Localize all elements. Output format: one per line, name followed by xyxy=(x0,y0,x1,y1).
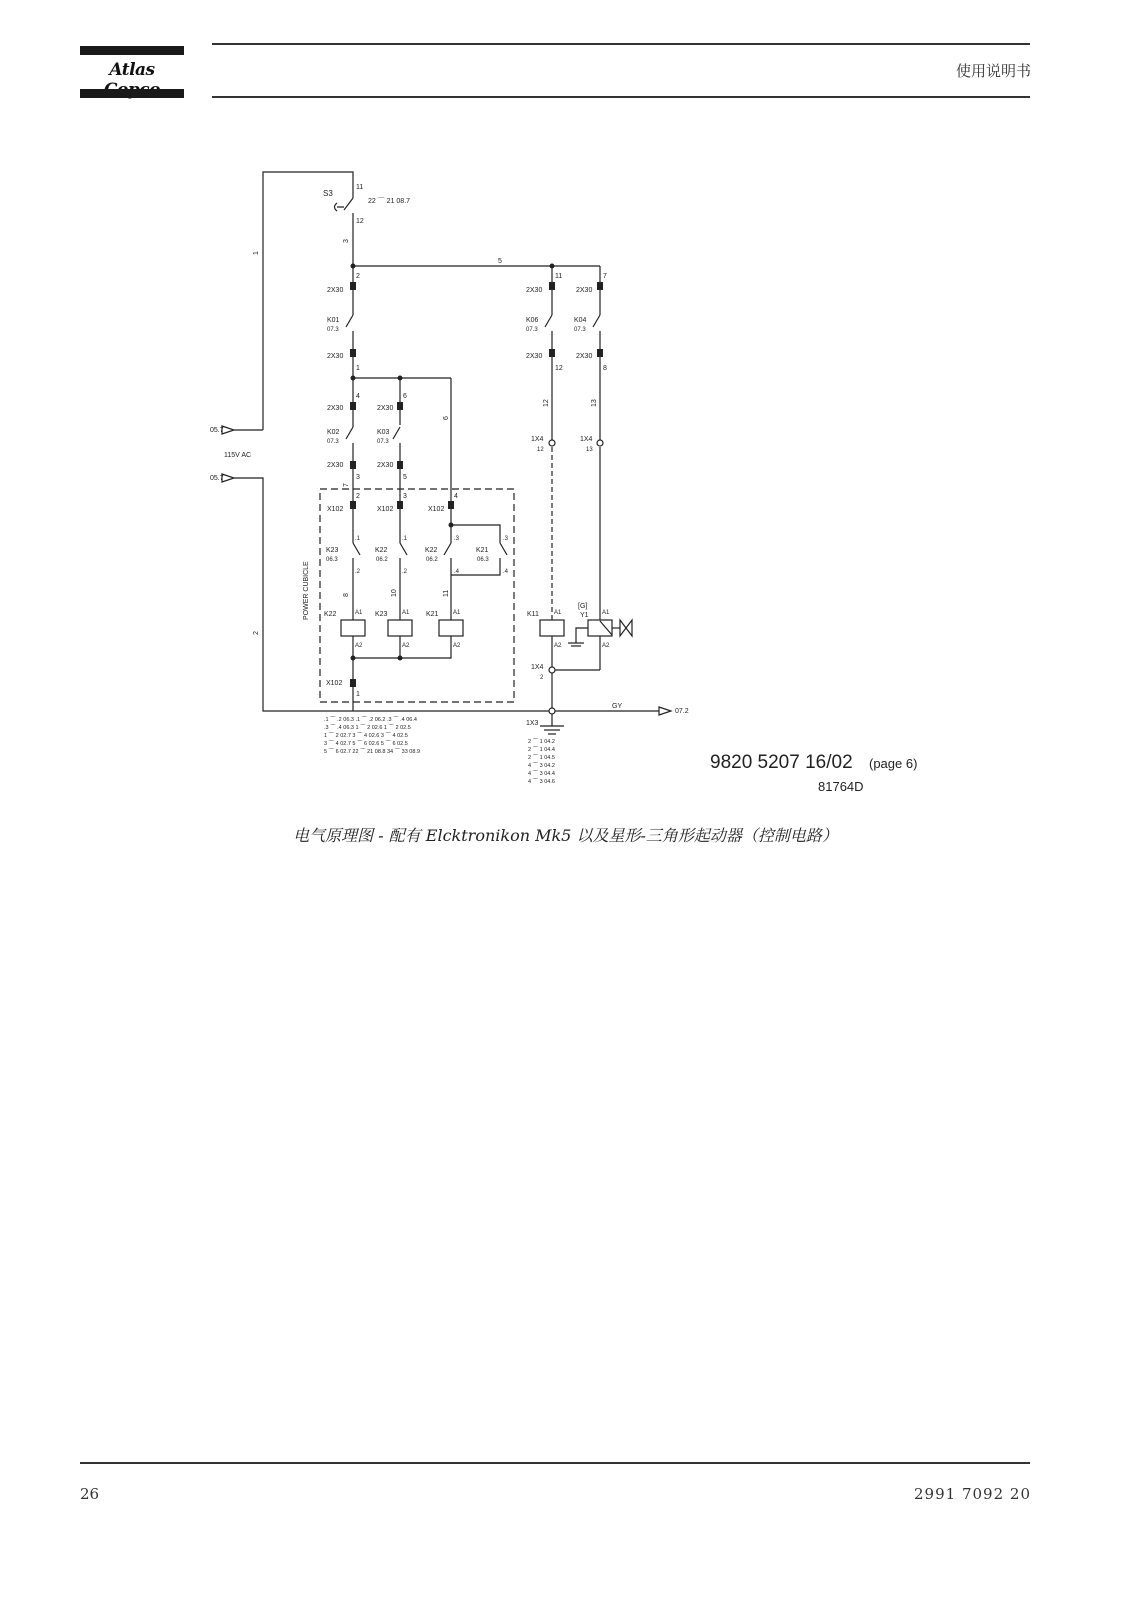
cubicle-k23-ref: 06.3 xyxy=(326,557,338,563)
figure-caption: 电气原理图 - 配有 Elcktronikon Mk5 以及星形-三角形起动器（控制电路） xyxy=(293,826,838,845)
cubicle-k21-ref: 06.3 xyxy=(477,557,489,563)
cubicle-k22b-contact: K22 xyxy=(425,547,438,554)
y1-terminal-num: 13 xyxy=(586,447,593,453)
wire-number-12: 12 xyxy=(543,399,550,407)
coil-k21-a2: A2 xyxy=(453,643,461,649)
coil-k11-name: K11 xyxy=(527,611,539,618)
xref-right-line-1: 2 ⌒ 1 04.2 xyxy=(528,739,555,745)
x102-bottom-label: X102 xyxy=(326,680,343,687)
wire-number-3: 3 xyxy=(343,239,350,243)
supply-label: 115V AC xyxy=(224,452,252,459)
k03-lower-terminal: 5 xyxy=(403,474,407,481)
k02-top-terminal: 4 xyxy=(356,393,360,400)
xref-right-line-3: 2 ⌒ 1 04.5 xyxy=(528,755,555,761)
branch-k06-top-terminal: 11 xyxy=(555,273,563,280)
branch-k01-connector: 2X30 xyxy=(327,287,344,294)
cubicle-k22b-ref: 06.2 xyxy=(426,557,438,563)
document-number: 2991 7092 20 xyxy=(914,1485,1031,1503)
coil-k21-name: K21 xyxy=(426,611,439,618)
branch-k06-contact: K06 xyxy=(526,317,539,324)
y1-terminal-label: 1X4 xyxy=(580,436,593,443)
coil-y1-name: Y1 xyxy=(580,612,589,619)
coil-k11-a1: A1 xyxy=(554,610,562,616)
k02-contact: K02 xyxy=(327,429,340,436)
cubicle-k22b-b: .4 xyxy=(454,569,460,575)
branch-k04-lower-terminal: 8 xyxy=(603,365,607,372)
common-terminal-label: 1X4 xyxy=(531,664,544,671)
k03-contact: K03 xyxy=(377,429,390,436)
wire-number-10: 10 xyxy=(391,589,398,597)
cubicle-k23-connector: X102 xyxy=(327,506,344,513)
power-cubicle-label: POWER CUBICLE xyxy=(303,561,310,620)
wire-number-1: 1 xyxy=(253,251,260,255)
coil-k11-a2: A2 xyxy=(554,643,562,649)
logo-bar-top xyxy=(80,46,184,55)
wire-number-13: 13 xyxy=(591,399,598,407)
branch-k06-lower-terminal: 12 xyxy=(555,365,563,372)
header-rule-bottom xyxy=(212,96,1030,98)
cubicle-k21-contact: K21 xyxy=(476,547,489,554)
branch-k01-top-terminal: 2 xyxy=(356,273,360,280)
wire-number-5: 5 xyxy=(498,258,502,265)
output-wire-label: GY xyxy=(612,703,623,710)
switch-name: S3 xyxy=(323,189,333,198)
coil-k23-a1: A1 xyxy=(402,610,410,616)
footer-rule xyxy=(80,1462,1030,1464)
k03-top-terminal: 6 xyxy=(403,393,407,400)
branch-k01-lower-terminal: 1 xyxy=(356,365,360,372)
k11-terminal-num: 12 xyxy=(537,447,544,453)
k02-lower-terminal: 3 xyxy=(356,474,360,481)
coil-k23-a2: A2 xyxy=(402,643,410,649)
cubicle-k22b-terminal: 4 xyxy=(454,493,458,500)
branch-k01-connector-lower: 2X30 xyxy=(327,353,344,360)
coil-k22-a2: A2 xyxy=(355,643,363,649)
cubicle-k21-b: .4 xyxy=(503,569,509,575)
wire-number-7: 7 xyxy=(343,483,350,487)
switch-top-terminal: 11 xyxy=(356,184,364,191)
atlas-copco-logo xyxy=(80,46,184,98)
k03-ref: 07.3 xyxy=(377,439,389,445)
coil-k21-a1: A1 xyxy=(453,610,461,616)
branch-k04-connector-lower: 2X30 xyxy=(576,353,593,360)
document-type: 使用说明书 xyxy=(955,62,1031,80)
xref-right-line-2: 2 ⌒ 1 04.4 xyxy=(528,747,555,753)
branch-k06-connector-lower: 2X30 xyxy=(526,353,543,360)
electrical-schematic xyxy=(200,165,950,805)
k03-connector: 2X30 xyxy=(377,405,394,412)
switch-aux-contacts: 22 ⌒ 21 08.7 xyxy=(368,198,411,205)
earth-terminal-label: 1X3 xyxy=(526,720,539,727)
switch-bottom-terminal: 12 xyxy=(356,218,364,225)
logo-bar-bottom xyxy=(80,89,184,98)
xref-left-line-3: 1 ⌒ 2 02.7 3 ⌒ 4 02.6 3 ⌒ 4 02.5 xyxy=(324,733,408,739)
header-rule-top xyxy=(212,43,1030,45)
cubicle-k22a-b: .2 xyxy=(402,569,408,575)
wire-number-11: 11 xyxy=(443,589,450,597)
cubicle-k22a-contact: K22 xyxy=(375,547,388,554)
cubicle-k22a-a: .1 xyxy=(402,536,408,542)
xref-left-line-5: 5 ⌒ 6 02.7 22 ⌒ 21 08.8 34 ⌒ 33 08.9 xyxy=(324,749,421,755)
xref-right-line-4: 4 ⌒ 3 04.2 xyxy=(528,763,555,769)
cubicle-k22a-ref: 06.2 xyxy=(376,557,388,563)
output-ref: 07.2 xyxy=(675,708,689,715)
branch-k06-connector: 2X30 xyxy=(526,287,543,294)
branch-k04-ref: 07.3 xyxy=(574,327,586,333)
cubicle-k22b-connector: X102 xyxy=(428,506,445,513)
k02-connector-lower: 2X30 xyxy=(327,462,344,469)
logo-wordmark: Atlas xyxy=(109,60,155,80)
cubicle-k22b-a: .3 xyxy=(454,536,460,542)
cubicle-k23-a: .1 xyxy=(355,536,361,542)
xref-left-line-1: .1 ⌒ .2 06.3 .1 ⌒ .2 06.2 .3 ⌒ .4 06.4 xyxy=(324,717,417,723)
coil-y1-a1: A1 xyxy=(602,610,610,616)
cubicle-k23-terminal: 2 xyxy=(356,493,360,500)
supply-ref-in: 05.7 xyxy=(210,427,224,434)
branch-k04-top-terminal: 7 xyxy=(603,273,607,280)
k03-connector-lower: 2X30 xyxy=(377,462,394,469)
cubicle-k23-b: .2 xyxy=(355,569,361,575)
xref-left-line-2: .3 ⌒ .4 06.3 1 ⌒ 2 02.6 1 ⌒ 2 02.5 xyxy=(324,725,411,731)
x102-bottom-num: 1 xyxy=(356,691,360,698)
branch-k06-ref: 07.3 xyxy=(526,327,538,333)
branch-k01-contact: K01 xyxy=(327,317,340,324)
branch-k04-contact: K04 xyxy=(574,317,587,324)
k11-terminal-label: 1X4 xyxy=(531,436,544,443)
coil-k22-name: K22 xyxy=(324,611,337,618)
wire-number-2: 2 xyxy=(253,631,260,635)
wire-number-8: 8 xyxy=(343,593,350,597)
xref-right-line-6: 4 ⌒ 3 04.6 xyxy=(528,779,555,785)
branch-k04-connector: 2X30 xyxy=(576,287,593,294)
cubicle-k21-a: .3 xyxy=(503,536,509,542)
k02-connector: 2X30 xyxy=(327,405,344,412)
k02-ref: 07.3 xyxy=(327,439,339,445)
drawing-number: 9820 5207 16/02 xyxy=(710,752,853,773)
drawing-page-ref: (page 6) xyxy=(869,756,918,771)
coil-k22-a1: A1 xyxy=(355,610,363,616)
coil-y1-a2: A2 xyxy=(602,643,610,649)
cubicle-k23-contact: K23 xyxy=(326,547,339,554)
xref-right-line-5: 4 ⌒ 3 04.4 xyxy=(528,771,555,777)
supply-ref-out: 05.7 xyxy=(210,475,224,482)
page-number: 26 xyxy=(80,1485,100,1503)
drawing-code: 81764D xyxy=(818,779,864,794)
wire-number-6: 6 xyxy=(443,416,450,420)
common-terminal-num: 2 xyxy=(540,675,544,681)
cubicle-k22a-connector: X102 xyxy=(377,506,394,513)
xref-left-line-4: 3 ⌒ 4 02.7 5 ⌒ 6 02.6 5 ⌒ 6 02.5 xyxy=(324,741,408,747)
coil-k23-name: K23 xyxy=(375,611,388,618)
cubicle-k22a-terminal: 3 xyxy=(403,493,407,500)
branch-k01-ref: 07.3 xyxy=(327,327,339,333)
coil-y1-tag: [G] xyxy=(578,603,588,610)
